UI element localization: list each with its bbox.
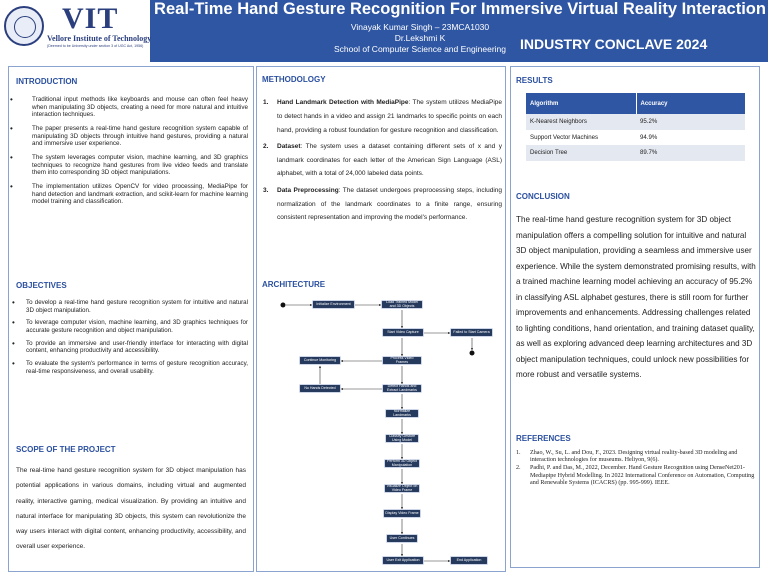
objectives-heading: OBJECTIVES bbox=[16, 281, 67, 290]
flow-node: Classify Gesture Using Model bbox=[385, 434, 419, 443]
item-lead: Dataset bbox=[277, 142, 301, 150]
event-name: INDUSTRY CONCLAVE 2024 bbox=[520, 36, 708, 52]
table-cell: 95.2% bbox=[636, 114, 745, 130]
item-text: : The system utilizes MediaPipe to detect hands in a video and assign 21 landmarks to specific points on each hand, providing a robust foundation for gesture recognition and classification. bbox=[277, 99, 502, 134]
flow-node: Load Trained Model and 3D Objects bbox=[381, 300, 423, 309]
flow-node: Failed to Start Camera bbox=[450, 328, 493, 337]
flow-terminal-node bbox=[470, 351, 475, 356]
ref-number: 2. bbox=[516, 465, 521, 472]
flow-node: Initialize Environment bbox=[312, 300, 355, 309]
list-item bbox=[262, 96, 502, 137]
list-item: • To provide an immersive and user-friendly interface for interacting with digital content, enhancing productivity and accessibility. bbox=[12, 340, 248, 355]
flow-node: Normalize Landmarks bbox=[385, 409, 419, 418]
university-seal-icon bbox=[4, 6, 44, 46]
list-item: • To evaluate the system's performance in terms of gesture recognition accuracy, real-time responsiveness, and overall usability. bbox=[12, 360, 248, 375]
references-heading: REFERENCES bbox=[516, 434, 571, 443]
results-heading: RESULTS bbox=[516, 76, 553, 85]
flow-node: User Exit Application bbox=[382, 556, 424, 565]
results-table bbox=[526, 93, 745, 161]
table-cell: Decision Tree bbox=[526, 145, 636, 161]
flow-node: Detect Hands and Extract Landmarks bbox=[382, 384, 422, 393]
list-item: • The implementation utilizes OpenCV for video processing, MediaPipe for hand detection and landmark extraction, and scikit-learn for machine learning model training and classification. bbox=[6, 183, 248, 206]
methodology-heading: METHODOLOGY bbox=[262, 75, 326, 84]
flow-node: Process Video Frames bbox=[382, 356, 422, 365]
list-item: • Traditional input methods like keyboards and mouse can often feel heavy when manipulating 3D objects, creating a need for more natural and intuitive interaction techniques. bbox=[6, 96, 248, 119]
flow-node: Continue Monitoring bbox=[299, 356, 341, 365]
ref-number: 1. bbox=[516, 450, 521, 456]
item-lead: Data Preprocessing bbox=[277, 186, 339, 194]
university-logo bbox=[0, 0, 150, 62]
table-row bbox=[526, 145, 745, 161]
scope-heading: SCOPE OF THE PROJECT bbox=[16, 445, 116, 454]
author-block bbox=[300, 22, 540, 55]
table-header-row bbox=[526, 93, 745, 114]
list-item bbox=[262, 184, 502, 225]
flow-node: User Continues bbox=[386, 534, 418, 543]
ref-text: Padhi, P. and Das, M., 2022, December. Hand Gesture Recognition using DenseNet201-Mediapipe Hybrid Modelling. In 2022 International Conference on Automation, Computing and Renewable Systems (ICACRS) (pp. 995-999). IEEE. bbox=[530, 465, 755, 486]
flow-node: Visualize Object on Video Frame bbox=[384, 484, 420, 493]
conclusion-text: The real-time hand gesture recognition system for 3D object manipulation offers a compelling solution for intuitive and natural 3D object manipulation, providing a seamless and immersive user experience. While the system demonstrated promising results, with a trained machine learning model achieving an accuracy of 95.2% in classifying ASL alphabet gestures, there is still room for further improvements and enhancements. Addressing challenges related to lighting conditions, hand orientation, and training dataset quality, as well as exploring advanced deep learning architectures and 3D object manipulation techniques, could unlock new possibilities for more robust and versatile systems. bbox=[516, 215, 756, 379]
author-line: Dr.Lekshmi K bbox=[394, 33, 446, 43]
list-item bbox=[262, 140, 502, 181]
author-line: School of Computer Science and Engineering bbox=[334, 44, 506, 54]
table-row bbox=[526, 114, 745, 130]
scope-text: The real-time hand gesture recognition system for 3D object manipulation has potential applications in various domains, including virtual and augmented reality, interactive gaming, medical visualization. By providing an intuitive and natural interface for manipulating 3D objects, this system can revolutionize the way users interact with digital content, enhancing productivity, accessibility, and overall user experience. bbox=[16, 467, 246, 551]
flow-node: Perform 3D Object Manipulation bbox=[384, 459, 420, 468]
table-cell: 94.9% bbox=[640, 133, 658, 141]
conclusion-heading: CONCLUSION bbox=[516, 192, 570, 201]
column-header: Algorithm bbox=[526, 93, 636, 114]
author-line: Vinayak Kumar Singh – 23MCA1030 bbox=[350, 22, 490, 32]
table-row bbox=[526, 130, 745, 146]
table-cell: 89.7% bbox=[636, 145, 745, 161]
introduction-heading: INTRODUCTION bbox=[16, 77, 78, 86]
column-header: Accuracy bbox=[636, 93, 745, 114]
logo-subtitle: (Deemed to be University under section 3 of UGC Act, 1956) bbox=[47, 44, 144, 48]
item-text: : The system uses a dataset containing different sets of x and y landmark coordinates for each letter of the American Sign Language (ASL) alphabet, with a total of 24,000 labeled data points. bbox=[277, 142, 502, 178]
poster-title: Real-Time Hand Gesture Recognition For Immersive Virtual Reality Interaction bbox=[154, 0, 766, 18]
list-item: • To develop a real-time hand gesture recognition system for intuitive and natural 3D object manipulation. bbox=[12, 299, 248, 314]
ref-text: Zhao, W., Su, L. and Dou, F., 2023. Designing virtual reality-based 3D modeling and interaction technologies for museums. Heliyon, 9(6). bbox=[530, 450, 738, 464]
logo-university-name: Vellore Institute of Technology bbox=[47, 34, 152, 43]
flow-node: No Hands Detected bbox=[299, 384, 341, 393]
item-lead: Hand Landmark Detection with MediaPipe bbox=[277, 99, 409, 106]
item-number: 2. bbox=[263, 142, 269, 150]
list-item bbox=[516, 450, 756, 464]
list-item: • The system leverages computer vision, machine learning, and 3D graphics techniques to recognize hand gestures from live video feeds and translate them into corresponding 3D object manipulations. bbox=[6, 154, 248, 177]
introduction-list bbox=[6, 96, 248, 212]
objectives-list bbox=[12, 299, 248, 380]
list-item: • To leverage computer vision, machine learning, and 3D graphics techniques for accurate gesture recognition and object manipulation. bbox=[12, 319, 248, 334]
table-cell: Support Vector Machines bbox=[530, 133, 599, 141]
logo-short-name: VIT bbox=[62, 2, 119, 35]
item-text: : The dataset undergoes preprocessing steps, including normalization of the landmark coordinates to a finite range, ensuring consistent representation and improving the model's performance. bbox=[277, 186, 503, 222]
flow-node: Display Video Frame bbox=[383, 509, 421, 518]
list-item bbox=[516, 465, 756, 487]
flow-node: End Application bbox=[450, 556, 488, 565]
architecture-heading: ARCHITECTURE bbox=[262, 280, 326, 289]
item-number: 3. bbox=[263, 186, 269, 194]
references-list bbox=[516, 450, 756, 488]
flow-node: Start Video Capture bbox=[382, 328, 424, 337]
methodology-list bbox=[262, 96, 502, 228]
architecture-flowchart bbox=[262, 290, 502, 570]
flow-start-node bbox=[281, 303, 286, 308]
table-cell: K-Nearest Neighbors bbox=[526, 114, 636, 130]
item-number: 1. bbox=[263, 99, 269, 106]
poster-header bbox=[0, 0, 768, 62]
list-item: • The paper presents a real-time hand gesture recognition system capable of manipulating 3D objects through intuitive hand gestures, providing a natural and immersive user experience. bbox=[6, 125, 248, 148]
